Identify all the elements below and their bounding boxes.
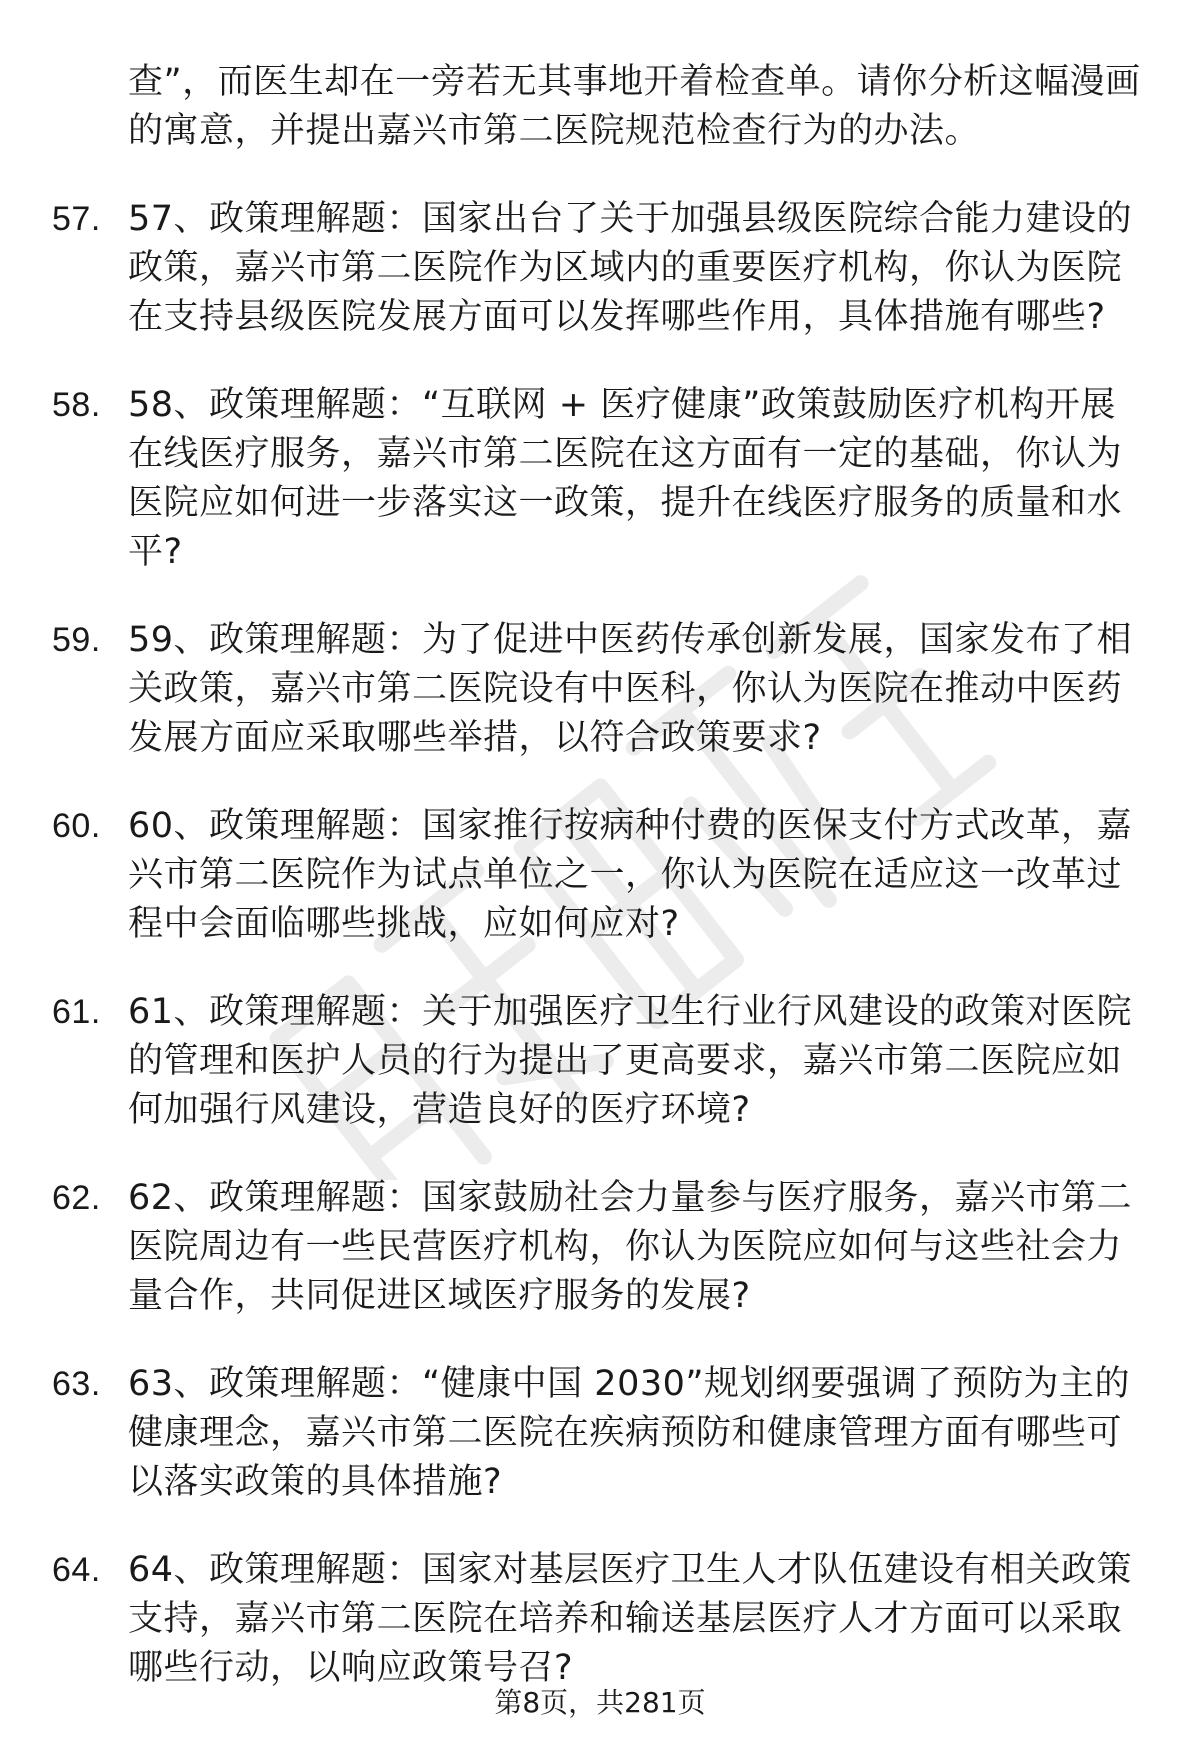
question-text: 58、政策理解题：“互联网 + 医疗健康”政策鼓励医疗机构开展在线医疗服务，嘉兴市第二医院在这方面有一定的基础，你认为医院应如何进一步落实这一政策，提升在线医疗服务的质量和水平? — [128, 385, 1123, 572]
question-item — [0, 802, 1148, 949]
question-number: 61. — [52, 993, 101, 1031]
question-number: 59. — [52, 621, 101, 659]
question-56-continuation: 查”，而医生却在一旁若无其事地开着检查单。请你分析这幅漫画的寓意，并提出嘉兴市第二医院规范检查行为的办法。 — [128, 62, 1141, 151]
question-text: 64、政策理解题：国家对基层医疗卫生人才队伍建设有相关政策支持，嘉兴市第二医院在培养和输送基层医疗人才方面可以采取哪些行动，以响应政策号召? — [128, 1550, 1133, 1688]
question-item — [0, 1360, 1148, 1507]
question-item — [0, 195, 1148, 342]
question-number: 58. — [52, 386, 101, 424]
question-text: 59、政策理解题：为了促进中医药传承创新发展，国家发布了相关政策，嘉兴市第二医院设有中医科，你认为医院在推动中医药发展方面应采取哪些举措，以符合政策要求? — [128, 620, 1133, 758]
question-item — [0, 1174, 1148, 1321]
question-number: 62. — [52, 1179, 101, 1217]
question-number: 64. — [52, 1551, 101, 1589]
question-text: 60、政策理解题：国家推行按病种付费的医保支付方式改革，嘉兴市第二医院作为试点单位之一，你认为医院在适应这一改革过程中会面临哪些挑战，应如何应对? — [128, 806, 1133, 944]
question-list — [0, 195, 1200, 1693]
question-number: 63. — [52, 1365, 101, 1403]
question-text: 63、政策理解题：“健康中国 2030”规划纲要强调了预防为主的健康理念，嘉兴市第二医院在疾病预防和健康管理方面有哪些可以落实政策的具体措施? — [128, 1364, 1131, 1502]
question-text: 57、政策理解题：国家出台了关于加强县级医院综合能力建设的政策，嘉兴市第二医院作为区域内的重要医疗机构，你认为医院在支持县级医院发展方面可以发挥哪些作用，具体措施有哪些? — [128, 199, 1133, 337]
question-text: 61、政策理解题：关于加强医疗卫生行业行风建设的政策对医院的管理和医护人员的行为提出了更高要求，嘉兴市第二医院应如何加强行风建设，营造良好的医疗环境? — [128, 992, 1133, 1130]
question-item — [0, 616, 1148, 763]
question-item — [0, 381, 1148, 577]
document-content — [0, 58, 1200, 1693]
question-item — [0, 988, 1148, 1135]
question-number: 57. — [52, 200, 101, 238]
question-text: 62、政策理解题：国家鼓励社会力量参与医疗服务，嘉兴市第二医院周边有一些民营医疗机构，你认为医院应如何与这些社会力量合作，共同促进区域医疗服务的发展? — [128, 1178, 1133, 1316]
question-item — [0, 1546, 1148, 1693]
question-number: 60. — [52, 807, 101, 845]
page-footer: 第8页，共281页 — [494, 1686, 706, 1719]
